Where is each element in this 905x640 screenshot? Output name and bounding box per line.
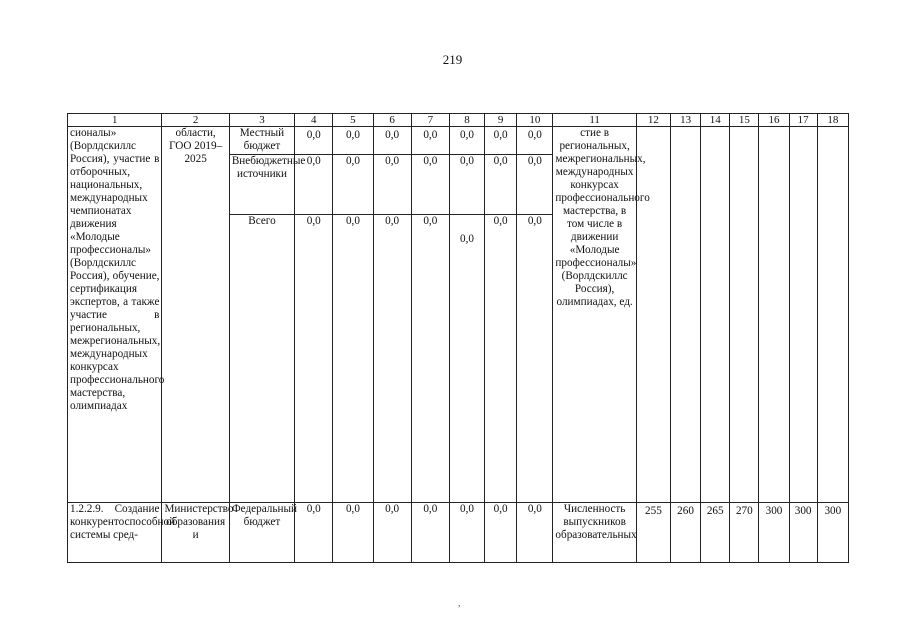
amount-cell: 0,0 [449, 503, 484, 563]
target-cell [671, 127, 701, 503]
measure-description: сионалы» (Ворлдскиллс Россия), участие в отборочных, национальных, международных чемпионатах движения «Молодые профессионалы» (Ворлдскиллс Россия), обучение, сертификация экспертов, а также участие в региональных, межрегиональных, международных конкурсах профессионального мастерства, олимпиадах [68, 127, 162, 503]
amount-cell: 0,0 [373, 503, 411, 563]
amount-cell: 0,0 [373, 155, 411, 215]
header-cell: 4 [295, 114, 333, 127]
funding-source: Федеральный бюджет [229, 503, 294, 563]
header-row [68, 114, 849, 127]
header-cell: 3 [229, 114, 294, 127]
target-cell: 265 [701, 503, 730, 563]
table-row [68, 127, 849, 155]
amount-cell: 0,0 [449, 215, 484, 503]
target-cell [701, 127, 730, 503]
header-cell: 1 [68, 114, 162, 127]
funding-source: Всего [229, 215, 294, 503]
executor: Министерство образования и [162, 503, 229, 563]
header-cell: 7 [411, 114, 449, 127]
header-cell: 6 [373, 114, 411, 127]
amount-cell: 0,0 [373, 127, 411, 155]
amount-cell: 0,0 [411, 503, 449, 563]
header-cell: 11 [553, 114, 636, 127]
target-cell: 260 [671, 503, 701, 563]
amount-cell: 0,0 [449, 127, 484, 155]
funding-source: Местный бюджет [229, 127, 294, 155]
scan-mark: , [458, 598, 461, 609]
amount-cell: 0,0 [411, 215, 449, 503]
amount-cell: 0,0 [295, 215, 333, 503]
header-cell: 2 [162, 114, 229, 127]
header-cell: 15 [730, 114, 759, 127]
header-cell: 9 [485, 114, 517, 127]
target-cell [817, 127, 848, 503]
amount-cell: 0,0 [485, 503, 517, 563]
target-cell: 300 [789, 503, 817, 563]
amount-cell: 0,0 [485, 127, 517, 155]
amount-cell: 0,0 [295, 155, 333, 215]
header-cell: 5 [333, 114, 373, 127]
amount-cell: 0,0 [295, 503, 333, 563]
executor-period: области, ГОО 2019–2025 [162, 127, 229, 503]
header-cell: 17 [789, 114, 817, 127]
header-cell: 14 [701, 114, 730, 127]
table-row [68, 503, 849, 563]
target-cell [636, 127, 670, 503]
amount-cell: 0,0 [517, 127, 553, 155]
amount-cell: 0,0 [373, 215, 411, 503]
target-cell: 300 [817, 503, 848, 563]
target-cell [759, 127, 789, 503]
measure-description: 1.2.2.9. Создание конкурентоспособной системы сред- [68, 503, 162, 563]
amount-cell: 0,0 [517, 503, 553, 563]
indicator-text: Численность выпускников образовательных [553, 503, 636, 563]
amount-cell: 0,0 [485, 155, 517, 215]
target-cell: 270 [730, 503, 759, 563]
amount-cell: 0,0 [411, 127, 449, 155]
amount-cell: 0,0 [517, 215, 553, 503]
amount-cell: 0,0 [485, 215, 517, 503]
page-number: 219 [442, 52, 463, 67]
header-cell: 18 [817, 114, 848, 127]
target-cell: 300 [759, 503, 789, 563]
amount-cell: 0,0 [333, 503, 373, 563]
amount-cell: 0,0 [295, 127, 333, 155]
header-cell: 8 [449, 114, 484, 127]
amount-cell: 0,0 [333, 127, 373, 155]
indicator-text: стие в региональных, межрегиональных, международных конкурсах профессионального мастерства, в том числе в движении «Молодые профессионалы» (Ворлдскиллс Россия), олимпиадах, ед. [553, 127, 636, 503]
amount-cell: 0,0 [517, 155, 553, 215]
header-cell: 16 [759, 114, 789, 127]
amount-cell: 0,0 [411, 155, 449, 215]
header-cell: 10 [517, 114, 553, 127]
target-cell: 255 [636, 503, 670, 563]
amount-cell: 0,0 [333, 155, 373, 215]
header-cell: 13 [671, 114, 701, 127]
amount-cell: 0,0 [333, 215, 373, 503]
funding-source: Внебюджетные источники [229, 155, 294, 215]
target-cell [789, 127, 817, 503]
target-cell [730, 127, 759, 503]
amount-cell: 0,0 [449, 155, 484, 215]
header-cell: 12 [636, 114, 670, 127]
budget-table [67, 113, 849, 563]
